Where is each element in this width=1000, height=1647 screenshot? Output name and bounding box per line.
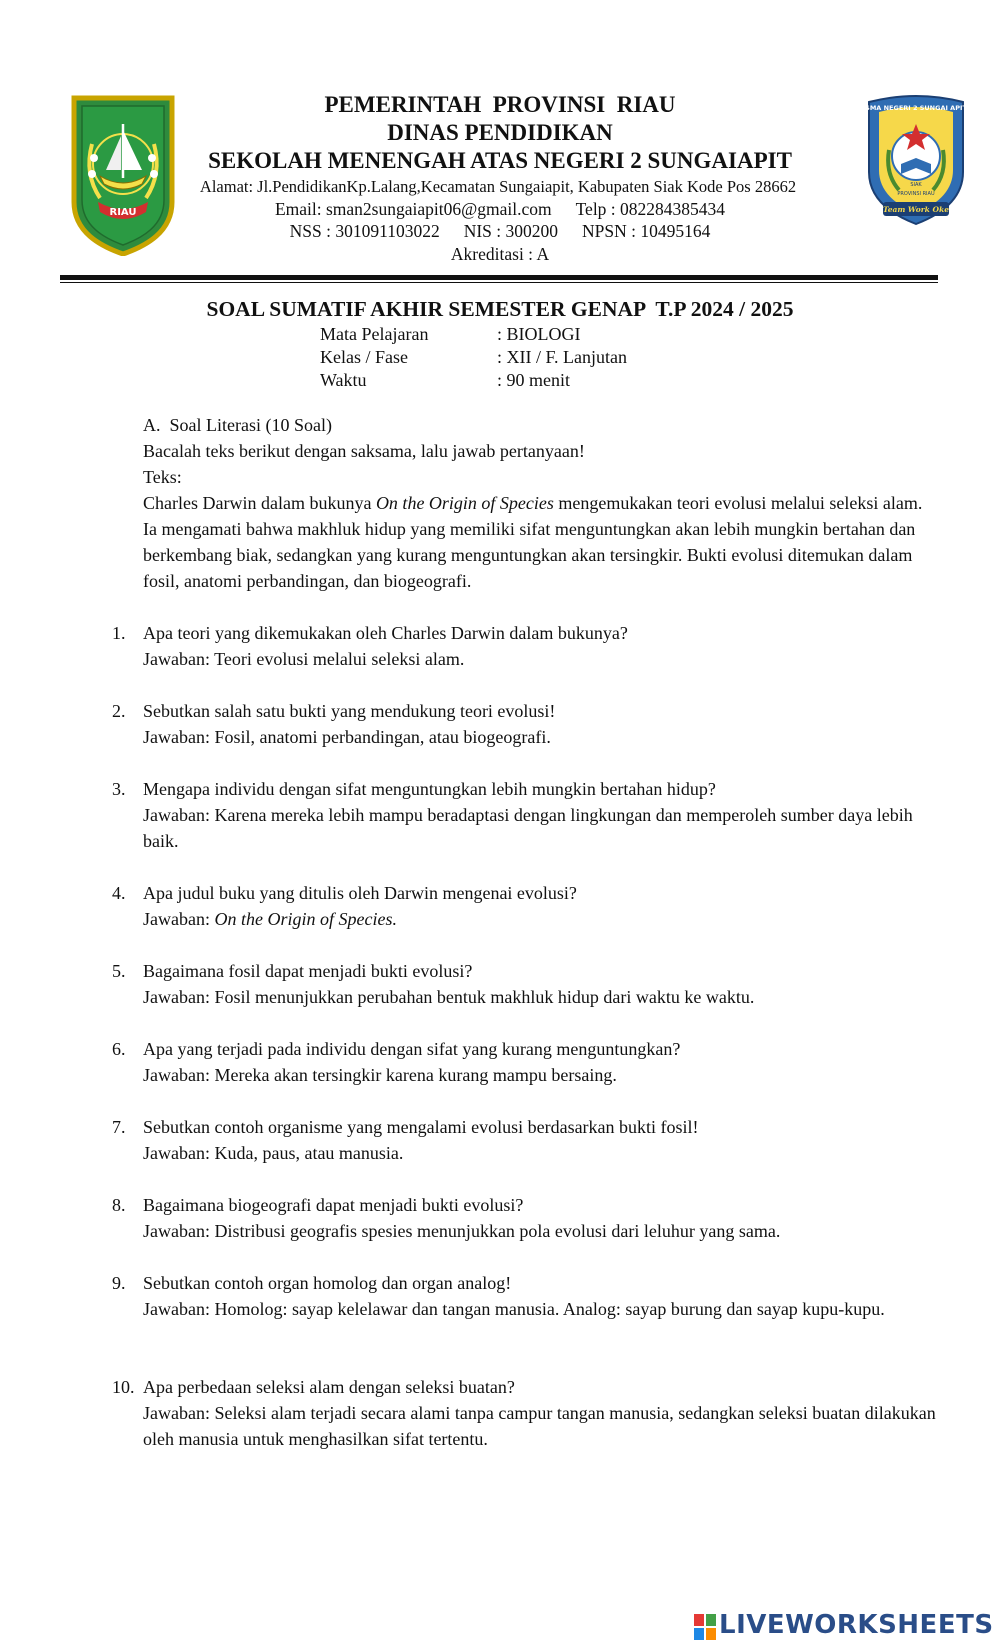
letterhead-divider-thin xyxy=(60,282,938,283)
question-text: Apa judul buku yang ditulis oleh Darwin mengenai evolusi? xyxy=(143,883,577,903)
question-text: Apa yang terjadi pada individu dengan sifat yang kurang menguntungkan? xyxy=(143,1039,681,1059)
class-label: Kelas / Fase xyxy=(320,347,408,367)
question-number: 2. xyxy=(112,701,126,721)
school-address: Alamat: Jl.PendidikanKp.Lalang,Kecamatan Sungaiapit, Kabupaten Siak Kode Pos 28662 xyxy=(199,177,797,196)
answer-text: Jawaban: Seleksi alam terjadi secara alami tanpa campur tangan manusia, sedangkan seleksi buatan dilakukan oleh manusia untuk menghasilkan sifat tertentu. xyxy=(143,1403,936,1449)
riau-logo-label: RIAU xyxy=(109,207,137,218)
question-item xyxy=(112,958,942,1010)
time-value: : 90 menit xyxy=(497,370,570,390)
question-text: Sebutkan contoh organisme yang mengalami evolusi berdasarkan bukti fosil! xyxy=(143,1117,699,1137)
question-item xyxy=(112,1192,942,1244)
question-item xyxy=(112,698,942,750)
school-motto-label: Team Work Oke xyxy=(883,205,949,214)
answer-text: Jawaban: Distribusi geografis spesies menunjukkan pola evolusi dari leluhur yang sama. xyxy=(143,1221,781,1241)
time-label: Waktu xyxy=(320,370,367,390)
liveworksheets-logo-icon xyxy=(694,1614,716,1645)
section-heading: A. Soal Literasi (10 Soal) xyxy=(143,415,332,435)
question-number: 6. xyxy=(112,1039,126,1059)
question-number: 9. xyxy=(112,1273,126,1293)
answer-text: Jawaban: Fosil menunjukkan perubahan bentuk makhluk hidup dari waktu ke waktu. xyxy=(143,987,755,1007)
question-item xyxy=(112,880,942,932)
question-number: 5. xyxy=(112,961,126,981)
question-text: Bagaimana biogeografi dapat menjadi bukti evolusi? xyxy=(143,1195,524,1215)
department-heading: DINAS PENDIDIKAN xyxy=(387,120,613,145)
answer-line xyxy=(143,906,942,932)
question-item xyxy=(112,620,942,672)
question-text: Apa perbedaan seleksi alam dengan seleksi buatan? xyxy=(143,1377,515,1397)
liveworksheets-brand[interactable] xyxy=(694,1610,994,1640)
school-email: Email: sman2sungaiapit06@gmail.com xyxy=(274,199,552,219)
letterhead-divider-thick xyxy=(60,275,938,280)
school-phone: Telp : 082284385434 xyxy=(575,199,726,219)
subject-value: : BIOLOGI xyxy=(497,324,581,344)
school-nss: NSS : 301091103022 xyxy=(289,221,440,241)
school-accreditation: Akreditasi : A xyxy=(450,244,550,264)
question-text: Mengapa individu dengan sifat menguntungkan lebih mungkin bertahan hidup? xyxy=(143,779,716,799)
liveworksheets-wordmark: LIVEWORKSHEETS xyxy=(719,1610,994,1640)
question-number: 8. xyxy=(112,1195,126,1215)
exam-title: SOAL SUMATIF AKHIR SEMESTER GENAP T.P 2024 / 2025 xyxy=(206,297,794,321)
school-logo-top-label: SMA NEGERI 2 SUNGAI APIT xyxy=(865,104,967,112)
passage-text-end: mengemukakan teori evolusi melalui seleksi alam. Ia mengamati bahwa makhluk hidup yang memiliki sifat menguntungkan akan lebih mungkin bertahan dan berkembang biak, sedangkan yang kurang menguntungkan akan tersingkir. Bukti evolusi ditemukan dalam fosil, anatomi perbandingan, dan biogeografi. xyxy=(143,493,923,591)
school-contact xyxy=(0,199,1000,220)
school-logo-province-label: PROVINSI RIAU xyxy=(897,191,935,197)
question-item xyxy=(112,1270,942,1322)
question-number: 3. xyxy=(112,779,126,799)
passage-label: Teks: xyxy=(143,467,182,487)
answer-text: Jawaban: Fosil, anatomi perbandingan, atau biogeografi. xyxy=(143,727,551,747)
answer-text: Jawaban: Homolog: sayap kelelawar dan tangan manusia. Analog: sayap burung dan sayap kupu-kupu. xyxy=(143,1299,885,1319)
question-number: 10. xyxy=(112,1377,135,1397)
question-number: 7. xyxy=(112,1117,126,1137)
question-text: Sebutkan contoh organ homolog dan organ analog! xyxy=(143,1273,512,1293)
reading-passage xyxy=(143,490,933,594)
question-text: Bagaimana fosil dapat menjadi bukti evolusi? xyxy=(143,961,473,981)
passage-text-start: Charles Darwin dalam bukunya xyxy=(143,493,376,513)
answer-book-title: On the Origin of Species. xyxy=(214,909,397,929)
answer-text: Jawaban: xyxy=(143,909,215,929)
school-identifiers xyxy=(0,221,1000,242)
question-item xyxy=(112,1114,942,1166)
question-item xyxy=(112,1374,942,1452)
question-text: Sebutkan salah satu bukti yang mendukung teori evolusi! xyxy=(143,701,556,721)
literacy-section xyxy=(143,412,933,594)
question-number: 4. xyxy=(112,883,126,903)
passage-book-title: On the Origin of Species xyxy=(375,493,554,513)
question-number: 1. xyxy=(112,623,126,643)
question-text: Apa teori yang dikemukakan oleh Charles Darwin dalam bukunya? xyxy=(143,623,628,643)
school-npsn: NPSN : 10495164 xyxy=(582,221,711,241)
class-value: : XII / F. Lanjutan xyxy=(497,347,628,367)
school-logo-siak-label: SIAK xyxy=(910,182,922,188)
subject-label: Mata Pelajaran xyxy=(320,324,429,344)
question-item xyxy=(112,1036,942,1088)
school-nis: NIS : 300200 xyxy=(463,221,559,241)
answer-text: Jawaban: Teori evolusi melalui seleksi alam. xyxy=(143,649,465,669)
government-heading: PEMERINTAH PROVINSI RIAU xyxy=(324,92,676,117)
answer-text: Jawaban: Kuda, paus, atau manusia. xyxy=(143,1143,404,1163)
section-instruction: Bacalah teks berikut dengan saksama, lalu jawab pertanyaan! xyxy=(143,441,585,461)
question-item xyxy=(112,776,942,854)
answer-text: Jawaban: Mereka akan tersingkir karena kurang mampu bersaing. xyxy=(143,1065,617,1085)
school-name: SEKOLAH MENENGAH ATAS NEGERI 2 SUNGAIAPIT xyxy=(208,148,792,173)
answer-text: Jawaban: Karena mereka lebih mampu beradaptasi dengan lingkungan dan memperoleh sumber daya lebih baik. xyxy=(143,805,913,851)
